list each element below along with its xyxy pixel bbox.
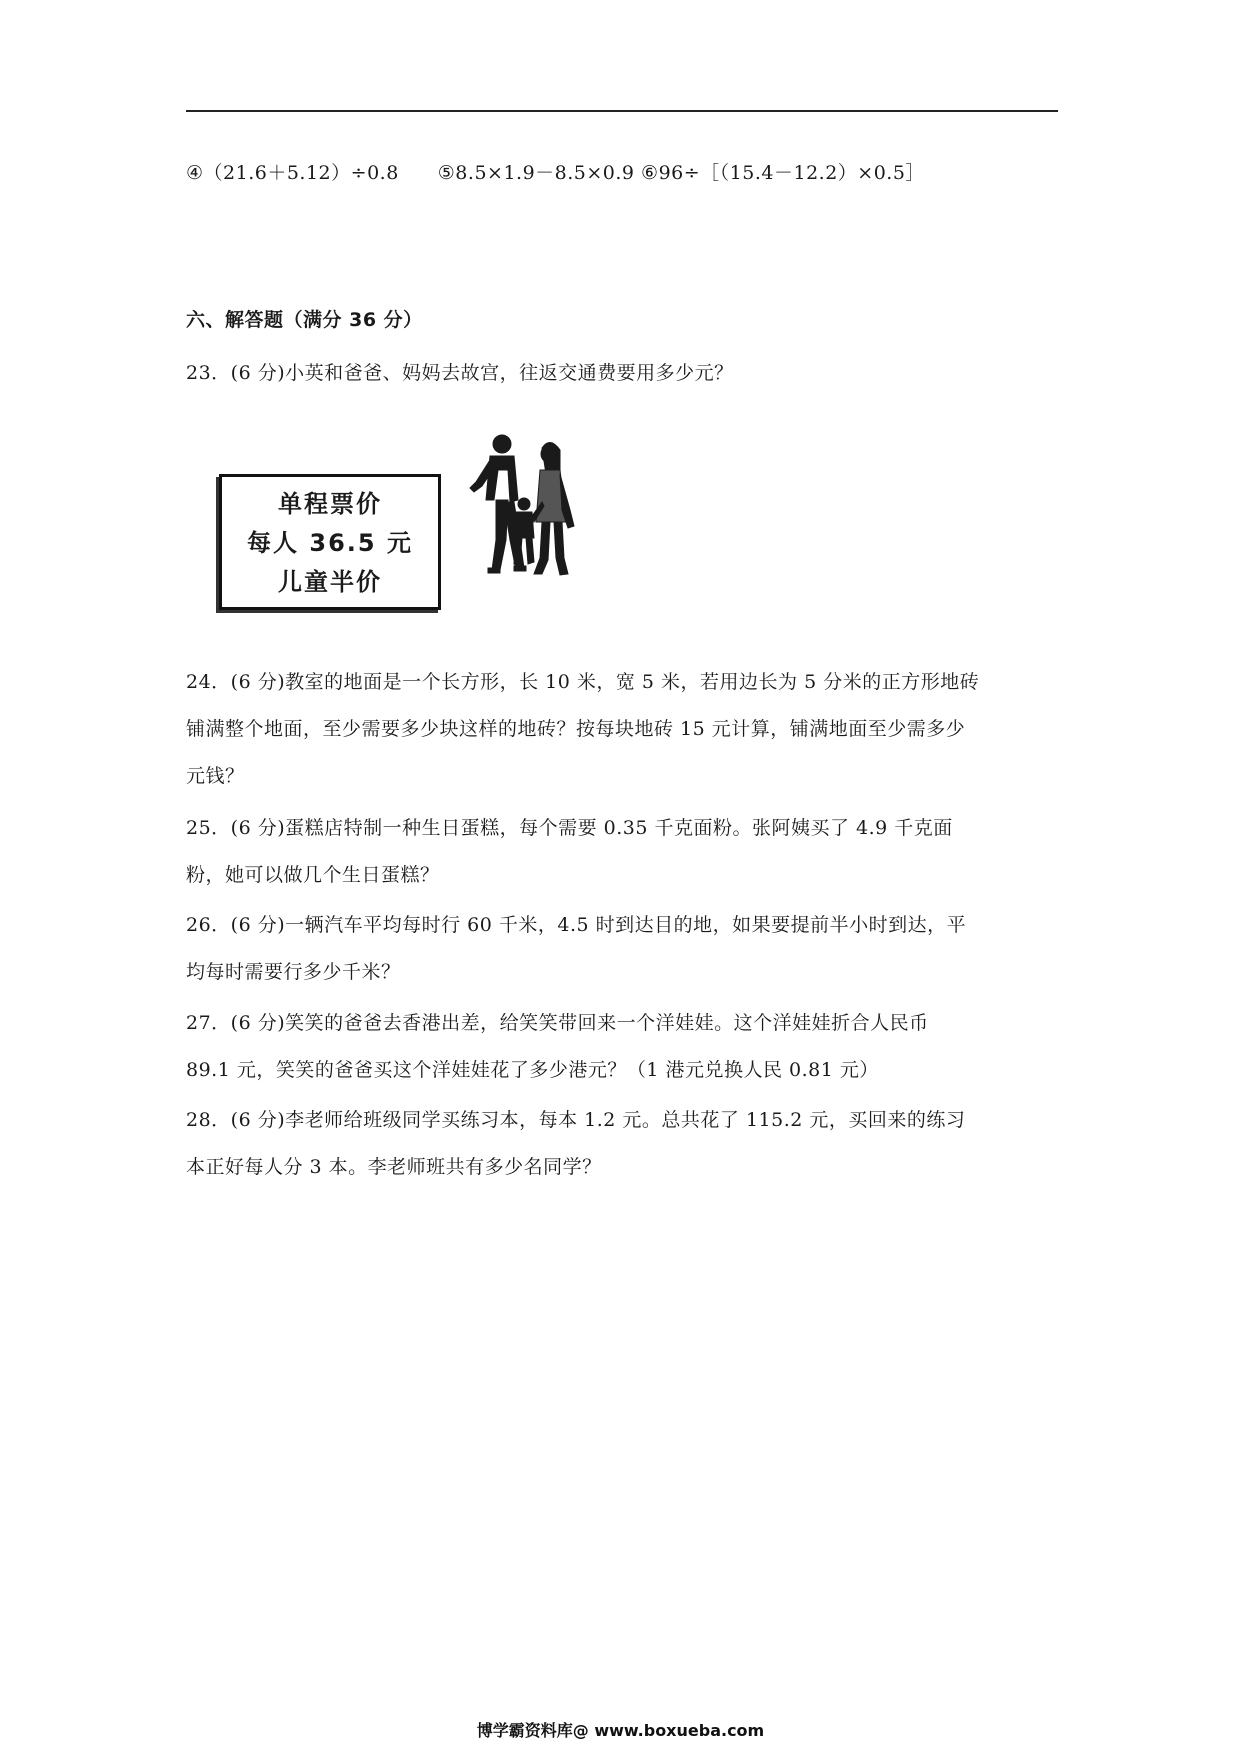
question-27-line-2: 89.1 元，笑笑的爸爸买这个洋娃娃花了多少港元？（1 港元兑换人民 0.81 元） xyxy=(186,1059,879,1081)
question-24-line-1: 24．(6 分)教室的地面是一个长方形，长 10 米，宽 5 米，若用边长为 5 分米的正方形地砖 xyxy=(186,671,980,693)
footer-source: 博学霸资料库@ www.boxueba.com xyxy=(476,1721,765,1740)
question-27-line-1: 27．(6 分)笑笑的爸爸去香港出差，给笑笑带回来一个洋娃娃。这个洋娃娃折合人民币 xyxy=(186,1012,929,1034)
question-23: 23．(6 分)小英和爸爸、妈妈去故宫，往返交通费要用多少元？ xyxy=(186,362,734,384)
ticket-line-1: 单程票价 xyxy=(278,490,382,518)
family-walking-illustration xyxy=(462,430,582,590)
question-28-line-1: 28．(6 分)李老师给班级同学买练习本，每本 1.2 元。总共花了 115.2 元，买回来的练习 xyxy=(186,1109,966,1131)
question-24-line-2: 铺满整个地面，至少需要多少块这样的地砖？按每块地砖 15 元计算，铺满地面至少需多少 xyxy=(186,718,966,740)
calculation-problems-line: ④（21.6＋5.12）÷0.8 ⑤8.5×1.9－8.5×0.9 ⑥96÷［（15.4－12.2）×0.5］ xyxy=(186,162,925,184)
ticket-price-sign xyxy=(219,474,441,610)
question-26-line-2: 均每时需要行多少千米？ xyxy=(186,961,401,983)
ticket-line-2: 每人 36.5 元 xyxy=(247,529,413,557)
header-rule xyxy=(186,110,1058,112)
question-25-line-2: 粉，她可以做几个生日蛋糕？ xyxy=(186,864,440,886)
question-28-line-2: 本正好每人分 3 本。李老师班共有多少名同学？ xyxy=(186,1156,602,1178)
question-26-line-1: 26．(6 分)一辆汽车平均每时行 60 千米，4.5 时到达目的地，如果要提前半小时到达，平 xyxy=(186,914,967,936)
section-title: 六、解答题（满分 36 分） xyxy=(186,309,423,331)
question-25-line-1: 25．(6 分)蛋糕店特制一种生日蛋糕，每个需要 0.35 千克面粉。张阿姨买了 4.9 千克面 xyxy=(186,817,953,839)
question-24-line-3: 元钱？ xyxy=(186,765,245,787)
ticket-line-3: 儿童半价 xyxy=(278,568,382,596)
